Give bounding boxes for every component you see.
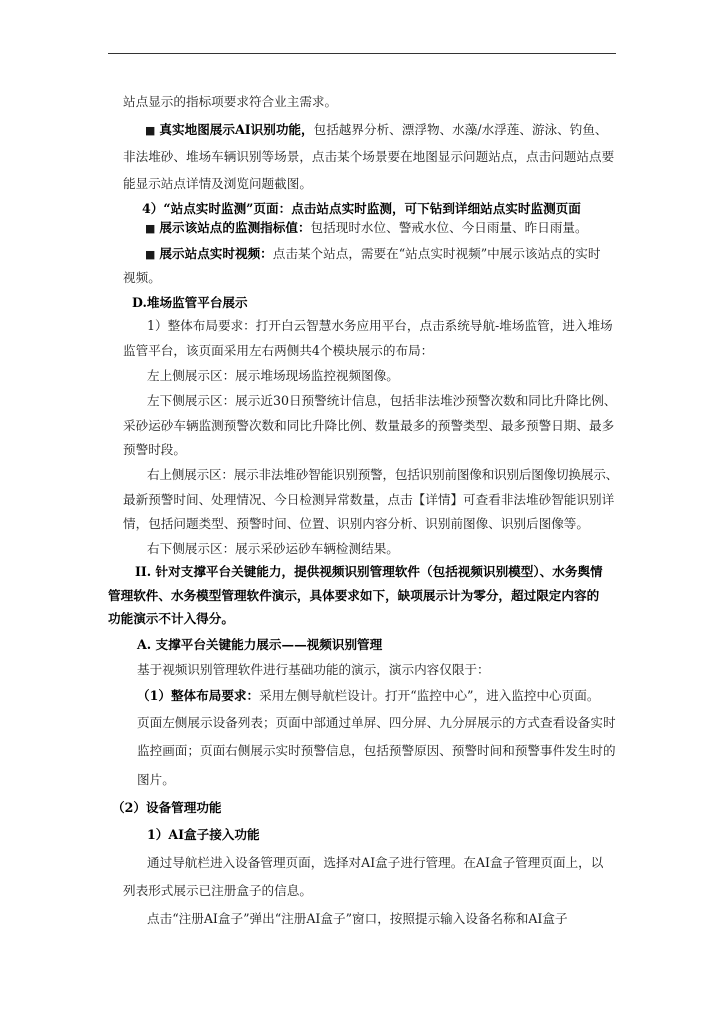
body-text: 监管平台，该页面采用左右两侧共4个模块展示的布局：	[123, 343, 434, 358]
body-text: 列表形式展示已注册盒子的信息。	[123, 883, 312, 898]
bold-text: （2）设备管理功能	[112, 800, 222, 815]
text-line	[0, 343, 724, 359]
bullet-square-icon: ■	[145, 124, 156, 137]
text-line	[0, 662, 724, 678]
text-line	[0, 883, 724, 899]
body-text: 包括越界分析、漂浮物、水藻/水浮莲、游泳、钓鱼、	[313, 122, 608, 137]
body-text: 图片。	[137, 772, 175, 787]
bold-text: 4）“站点实时监测”页面：点击站点实时监测，可下钻到详细站点实时监测页面	[142, 201, 581, 216]
body-text: 情，包括问题类型、预警时间、位置、识别内容分析、识别前图像、识别后图像等。	[123, 516, 589, 531]
text-line	[0, 588, 724, 604]
text-line	[0, 122, 724, 138]
text-line	[0, 564, 724, 580]
text-line	[0, 176, 724, 192]
bold-text: II. 针对支撑平台关键能力，提供视频识别管理软件（包括视频识别模型）、水务舆情	[135, 564, 603, 579]
text-line	[0, 492, 724, 508]
body-text: 能显示站点详情及浏览问题截图。	[123, 176, 312, 191]
text-line	[0, 270, 724, 286]
text-line	[0, 541, 724, 557]
text-line	[0, 393, 724, 409]
text-line	[0, 800, 724, 816]
bold-text: 真实地图展示AI识别功能，	[159, 122, 314, 137]
body-text: 点击“注册AI盒子”弹出“注册AI盒子”窗口，按照提示输入设备名称和AI盒子	[147, 911, 568, 926]
bold-text: 1）AI盒子接入功能	[147, 827, 260, 842]
body-text: 采用左侧导航栏设计。打开“监控中心”，进入监控中心页面。	[259, 688, 600, 703]
header-rule	[108, 53, 616, 54]
body-text: 站点显示的指标项要求符合业主需求。	[123, 94, 338, 109]
bold-text: A. 支撑平台关键能力展示——视频识别管理	[137, 637, 383, 652]
text-line	[0, 295, 724, 311]
bold-text: （1）整体布局要求：	[137, 688, 260, 703]
text-line	[0, 368, 724, 384]
text-line	[0, 827, 724, 843]
bold-text: 展示站点实时视频：	[159, 246, 273, 261]
bold-text: 功能演示不计入得分。	[108, 611, 234, 626]
body-text: 视频。	[123, 270, 161, 285]
text-line	[0, 855, 724, 871]
bold-text: 展示该站点的监测指标值：	[159, 220, 311, 235]
body-text: 采砂运砂车辆监测预警次数和同比升降比例、数量最多的预警类型、最多预警日期、最多	[123, 418, 615, 433]
text-line	[0, 743, 724, 759]
body-text: 右下侧展示区：展示采砂运砂车辆检测结果。	[147, 541, 399, 556]
body-text: 点击某个站点，需要在“站点实时视频”中展示该站点的实时	[272, 246, 601, 261]
body-text: 1）整体布局要求：打开白云智慧水务应用平台，点击系统导航-堆场监管，进入堆场	[147, 318, 613, 333]
text-line	[0, 220, 724, 236]
text-line	[0, 637, 724, 653]
body-text: 左下侧展示区：展示近30日预警统计信息，包括非法堆沙预警次数和同比升降比例、	[147, 393, 617, 408]
text-line	[0, 442, 724, 458]
text-line	[0, 149, 724, 165]
body-text: 右上侧展示区：展示非法堆砂智能识别预警，包括识别前图像和识别后图像切换展示、	[147, 467, 619, 482]
text-line	[0, 715, 724, 731]
bold-text: 管理软件、水务模型管理软件演示，具体要求如下，缺项展示计为零分，超过限定内容的	[108, 588, 600, 603]
body-text: 页面左侧展示设备列表；页面中部通过单屏、四分屏、九分屏展示的方式查看设备实时	[137, 715, 616, 730]
text-line	[0, 246, 724, 262]
text-line	[0, 772, 724, 788]
body-text: 基于视频识别管理软件进行基础功能的演示，演示内容仅限于：	[137, 662, 490, 677]
body-text: 左上侧展示区：展示堆场现场监控视频图像。	[147, 368, 399, 383]
bullet-square-icon: ■	[145, 248, 156, 261]
text-line	[0, 611, 724, 627]
body-text: 最新预警时间、处理情况、今日检测异常数量，点击【详情】可查看非法堆砂智能识别详	[123, 492, 615, 507]
body-text: 预警时段。	[123, 442, 186, 457]
text-line	[0, 318, 724, 334]
bold-text: D.堆场监管平台展示	[132, 295, 248, 310]
text-line	[0, 94, 724, 110]
text-line	[0, 467, 724, 483]
text-line	[0, 516, 724, 532]
body-text: 监控画面；页面右侧展示实时预警信息，包括预警原因、预警时间和预警事件发生时的	[137, 743, 616, 758]
text-line	[0, 911, 724, 927]
body-text: 包括现时水位、警戒水位、今日雨量、昨日雨量。	[310, 220, 588, 235]
text-line	[0, 201, 724, 217]
text-line	[0, 688, 724, 704]
text-line	[0, 418, 724, 434]
body-text: 通过导航栏进入设备管理页面，选择对AI盒子进行管理。在AI盒子管理页面上，以	[147, 855, 604, 870]
body-text: 非法堆砂、堆场车辆识别等场景，点击某个场景要在地图显示问题站点，点击问题站点要	[123, 149, 615, 164]
bullet-square-icon: ■	[145, 222, 156, 235]
